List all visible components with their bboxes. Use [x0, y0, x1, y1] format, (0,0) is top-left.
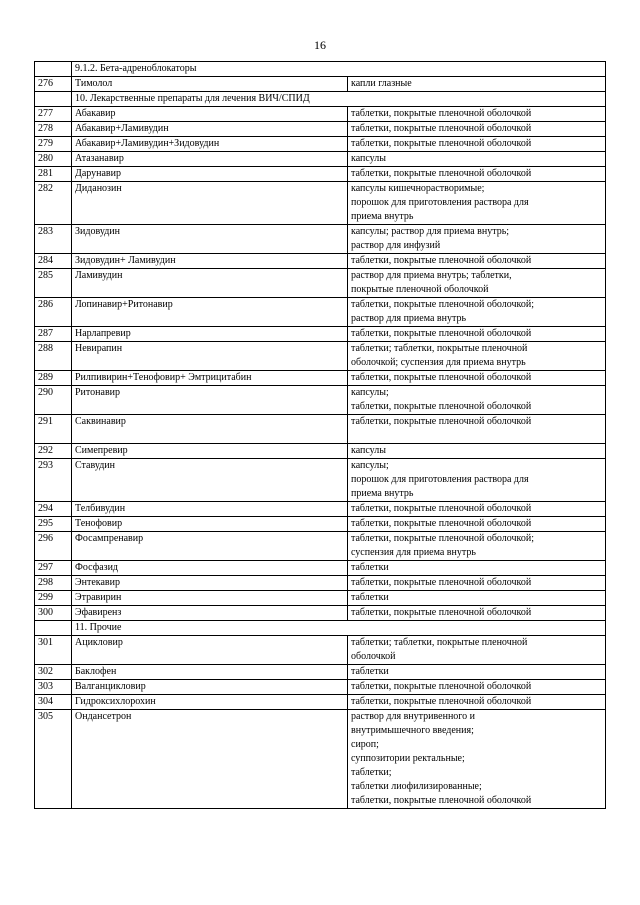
- dosage-forms: [348, 415, 606, 444]
- row-number: 302: [35, 665, 72, 680]
- dosage-forms: [348, 269, 606, 298]
- dosage-form-line: внутримышечного введения;: [351, 725, 474, 736]
- dosage-form-line: раствор для внутривенного и: [351, 711, 476, 722]
- dosage-forms: [348, 517, 606, 532]
- drug-name: Ацикловир: [72, 636, 348, 665]
- dosage-form-line: таблетки, покрытые пленочной оболочкой: [351, 255, 532, 266]
- dosage-form-line: раствор для инфузий: [351, 240, 441, 251]
- table-row: [35, 269, 606, 298]
- table-row: [35, 122, 606, 137]
- drug-name: Абакавир+Ламивудин: [72, 122, 348, 137]
- table-row: [35, 298, 606, 327]
- dosage-form-line: капсулы кишечнорастворимые;: [351, 183, 485, 194]
- drug-name: Атазанавир: [72, 152, 348, 167]
- row-number: 296: [35, 532, 72, 561]
- dosage-forms: [348, 327, 606, 342]
- dosage-form-line: порошок для приготовления раствора для: [351, 474, 529, 485]
- row-number: 289: [35, 371, 72, 386]
- table-row: [35, 137, 606, 152]
- table-row: [35, 77, 606, 92]
- dosage-form-line: таблетки, покрытые пленочной оболочкой: [351, 577, 532, 588]
- drug-name: Тимолол: [72, 77, 348, 92]
- row-number: 286: [35, 298, 72, 327]
- table-row: [35, 415, 606, 444]
- section-number-cell: [35, 92, 72, 107]
- table-row: [35, 517, 606, 532]
- dosage-form-line: таблетки, покрытые пленочной оболочкой: [351, 503, 532, 514]
- section-number-cell: [35, 621, 72, 636]
- dosage-form-line: таблетки: [351, 666, 389, 677]
- dosage-forms: [348, 444, 606, 459]
- drug-name: Тенофовир: [72, 517, 348, 532]
- table-row: [35, 561, 606, 576]
- dosage-form-line: таблетки, покрытые пленочной оболочкой: [351, 416, 532, 427]
- drug-name: Эфавиренз: [72, 606, 348, 621]
- row-number: 288: [35, 342, 72, 371]
- table-row: [35, 167, 606, 182]
- table-row: [35, 182, 606, 225]
- drug-name: Этравирин: [72, 591, 348, 606]
- table-row: [35, 532, 606, 561]
- drug-name: Рилпивирин+Тенофовир+ Эмтрицитабин: [72, 371, 348, 386]
- table-row: [35, 225, 606, 254]
- dosage-form-line: капли глазные: [351, 78, 412, 89]
- drug-name: Фосампренавир: [72, 532, 348, 561]
- row-number: 285: [35, 269, 72, 298]
- section-title: 10. Лекарственные препараты для лечения ВИЧ/СПИД: [72, 92, 606, 107]
- row-number: 284: [35, 254, 72, 269]
- dosage-form-line: таблетки, покрытые пленочной оболочкой: [351, 681, 532, 692]
- row-number: 295: [35, 517, 72, 532]
- table-row: [35, 636, 606, 665]
- table-row: [35, 695, 606, 710]
- dosage-form-line: таблетки, покрытые пленочной оболочкой;: [351, 533, 535, 544]
- table-row: [35, 371, 606, 386]
- dosage-form-line: таблетки, покрытые пленочной оболочкой: [351, 123, 532, 134]
- dosage-form-line: таблетки, покрытые пленочной оболочкой: [351, 607, 532, 618]
- drug-name: Абакавир: [72, 107, 348, 122]
- dosage-form-line: оболочкой; суспензия для приема внутрь: [351, 357, 526, 368]
- table-row: [35, 152, 606, 167]
- row-number: 294: [35, 502, 72, 517]
- row-number: 283: [35, 225, 72, 254]
- dosage-forms: [348, 254, 606, 269]
- dosage-form-line: суппозитории ректальные;: [351, 753, 465, 764]
- row-number: 303: [35, 680, 72, 695]
- dosage-form-line: капсулы;: [351, 387, 389, 398]
- dosage-form-line: таблетки: [351, 592, 389, 603]
- dosage-forms: [348, 77, 606, 92]
- dosage-form-line: порошок для приготовления раствора для: [351, 197, 529, 208]
- dosage-form-line: таблетки, покрытые пленочной оболочкой: [351, 168, 532, 179]
- row-number: 276: [35, 77, 72, 92]
- table-row: [35, 606, 606, 621]
- dosage-forms: [348, 695, 606, 710]
- table-row: [35, 459, 606, 502]
- row-number: 279: [35, 137, 72, 152]
- drug-name: Невирапин: [72, 342, 348, 371]
- table-row: [35, 386, 606, 415]
- dosage-form-line: приема внутрь: [351, 211, 414, 222]
- row-number: 291: [35, 415, 72, 444]
- dosage-forms: [348, 591, 606, 606]
- row-number: 280: [35, 152, 72, 167]
- dosage-form-line: таблетки, покрытые пленочной оболочкой: [351, 328, 532, 339]
- dosage-forms: [348, 459, 606, 502]
- section-title: 9.1.2. Бета-адреноблокаторы: [72, 62, 606, 77]
- dosage-form-line: таблетки;: [351, 767, 392, 778]
- drug-name: Симепревир: [72, 444, 348, 459]
- drug-name: Фосфазид: [72, 561, 348, 576]
- dosage-forms: [348, 371, 606, 386]
- dosage-forms: [348, 606, 606, 621]
- table-row: [35, 342, 606, 371]
- drug-table: [34, 61, 606, 809]
- table-row: [35, 591, 606, 606]
- row-number: 301: [35, 636, 72, 665]
- row-number: 287: [35, 327, 72, 342]
- dosage-form-line: капсулы;: [351, 460, 389, 471]
- table-row: [35, 444, 606, 459]
- dosage-form-line: таблетки лиофилизированные;: [351, 781, 482, 792]
- drug-name: Диданозин: [72, 182, 348, 225]
- row-number: 292: [35, 444, 72, 459]
- dosage-forms: [348, 152, 606, 167]
- dosage-forms: [348, 561, 606, 576]
- dosage-forms: [348, 298, 606, 327]
- row-number: 299: [35, 591, 72, 606]
- dosage-form-line: сироп;: [351, 739, 379, 750]
- table-row: [35, 254, 606, 269]
- drug-name: Дарунавир: [72, 167, 348, 182]
- drug-name: Валганцикловир: [72, 680, 348, 695]
- dosage-form-line: капсулы: [351, 153, 386, 164]
- dosage-form-line: оболочкой: [351, 651, 396, 662]
- table-row: [35, 502, 606, 517]
- dosage-form-line: таблетки, покрытые пленочной оболочкой: [351, 795, 532, 806]
- row-number: 297: [35, 561, 72, 576]
- drug-name: Нарлапревир: [72, 327, 348, 342]
- dosage-forms: [348, 167, 606, 182]
- dosage-form-line: раствор для приема внутрь: [351, 313, 467, 324]
- dosage-forms: [348, 532, 606, 561]
- dosage-form-line: таблетки, покрытые пленочной оболочкой: [351, 696, 532, 707]
- dosage-form-line: раствор для приема внутрь; таблетки,: [351, 270, 512, 281]
- section-row: [35, 92, 606, 107]
- dosage-forms: [348, 665, 606, 680]
- dosage-forms: [348, 502, 606, 517]
- drug-name: Саквинавир: [72, 415, 348, 444]
- dosage-form-line: таблетки, покрытые пленочной оболочкой;: [351, 299, 535, 310]
- dosage-form-line: таблетки, покрытые пленочной оболочкой: [351, 108, 532, 119]
- row-number: 305: [35, 710, 72, 809]
- dosage-form-line: приема внутрь: [351, 488, 414, 499]
- dosage-form-line: капсулы; раствор для приема внутрь;: [351, 226, 510, 237]
- drug-name: Ставудин: [72, 459, 348, 502]
- dosage-form-line: таблетки; таблетки, покрытые пленочной: [351, 343, 528, 354]
- dosage-form-line: таблетки, покрытые пленочной оболочкой: [351, 138, 532, 149]
- dosage-forms: [348, 182, 606, 225]
- dosage-form-line: суспензия для приема внутрь: [351, 547, 476, 558]
- dosage-forms: [348, 576, 606, 591]
- dosage-forms: [348, 225, 606, 254]
- drug-name: Телбивудин: [72, 502, 348, 517]
- blank-line: [351, 429, 602, 443]
- dosage-form-line: таблетки, покрытые пленочной оболочкой: [351, 401, 532, 412]
- drug-name: Ондансетрон: [72, 710, 348, 809]
- dosage-forms: [348, 137, 606, 152]
- row-number: 298: [35, 576, 72, 591]
- table-row: [35, 665, 606, 680]
- row-number: 282: [35, 182, 72, 225]
- drug-table-body: [35, 62, 606, 809]
- dosage-forms: [348, 107, 606, 122]
- section-title: 11. Прочие: [72, 621, 606, 636]
- table-row: [35, 327, 606, 342]
- row-number: 281: [35, 167, 72, 182]
- dosage-forms: [348, 386, 606, 415]
- dosage-forms: [348, 680, 606, 695]
- table-row: [35, 576, 606, 591]
- row-number: 277: [35, 107, 72, 122]
- dosage-form-line: таблетки; таблетки, покрытые пленочной: [351, 637, 528, 648]
- drug-name: Энтекавир: [72, 576, 348, 591]
- drug-name: Зидовудин+ Ламивудин: [72, 254, 348, 269]
- drug-name: Ритонавир: [72, 386, 348, 415]
- row-number: 304: [35, 695, 72, 710]
- table-row: [35, 107, 606, 122]
- dosage-form-line: капсулы: [351, 445, 386, 456]
- dosage-form-line: покрытые пленочной оболочкой: [351, 284, 489, 295]
- drug-name: Лопинавир+Ритонавир: [72, 298, 348, 327]
- section-number-cell: [35, 62, 72, 77]
- drug-name: Абакавир+Ламивудин+Зидовудин: [72, 137, 348, 152]
- table-row: [35, 680, 606, 695]
- page-number: 16: [314, 38, 326, 52]
- row-number: 290: [35, 386, 72, 415]
- drug-name: Зидовудин: [72, 225, 348, 254]
- dosage-forms: [348, 122, 606, 137]
- dosage-forms: [348, 636, 606, 665]
- table-row: [35, 710, 606, 809]
- dosage-form-line: таблетки, покрытые пленочной оболочкой: [351, 518, 532, 529]
- row-number: 300: [35, 606, 72, 621]
- section-row: [35, 62, 606, 77]
- drug-name: Баклофен: [72, 665, 348, 680]
- dosage-form-line: таблетки, покрытые пленочной оболочкой: [351, 372, 532, 383]
- drug-name: Ламивудин: [72, 269, 348, 298]
- section-row: [35, 621, 606, 636]
- dosage-forms: [348, 710, 606, 809]
- row-number: 293: [35, 459, 72, 502]
- row-number: 278: [35, 122, 72, 137]
- dosage-forms: [348, 342, 606, 371]
- dosage-form-line: таблетки: [351, 562, 389, 573]
- drug-name: Гидроксихлорохин: [72, 695, 348, 710]
